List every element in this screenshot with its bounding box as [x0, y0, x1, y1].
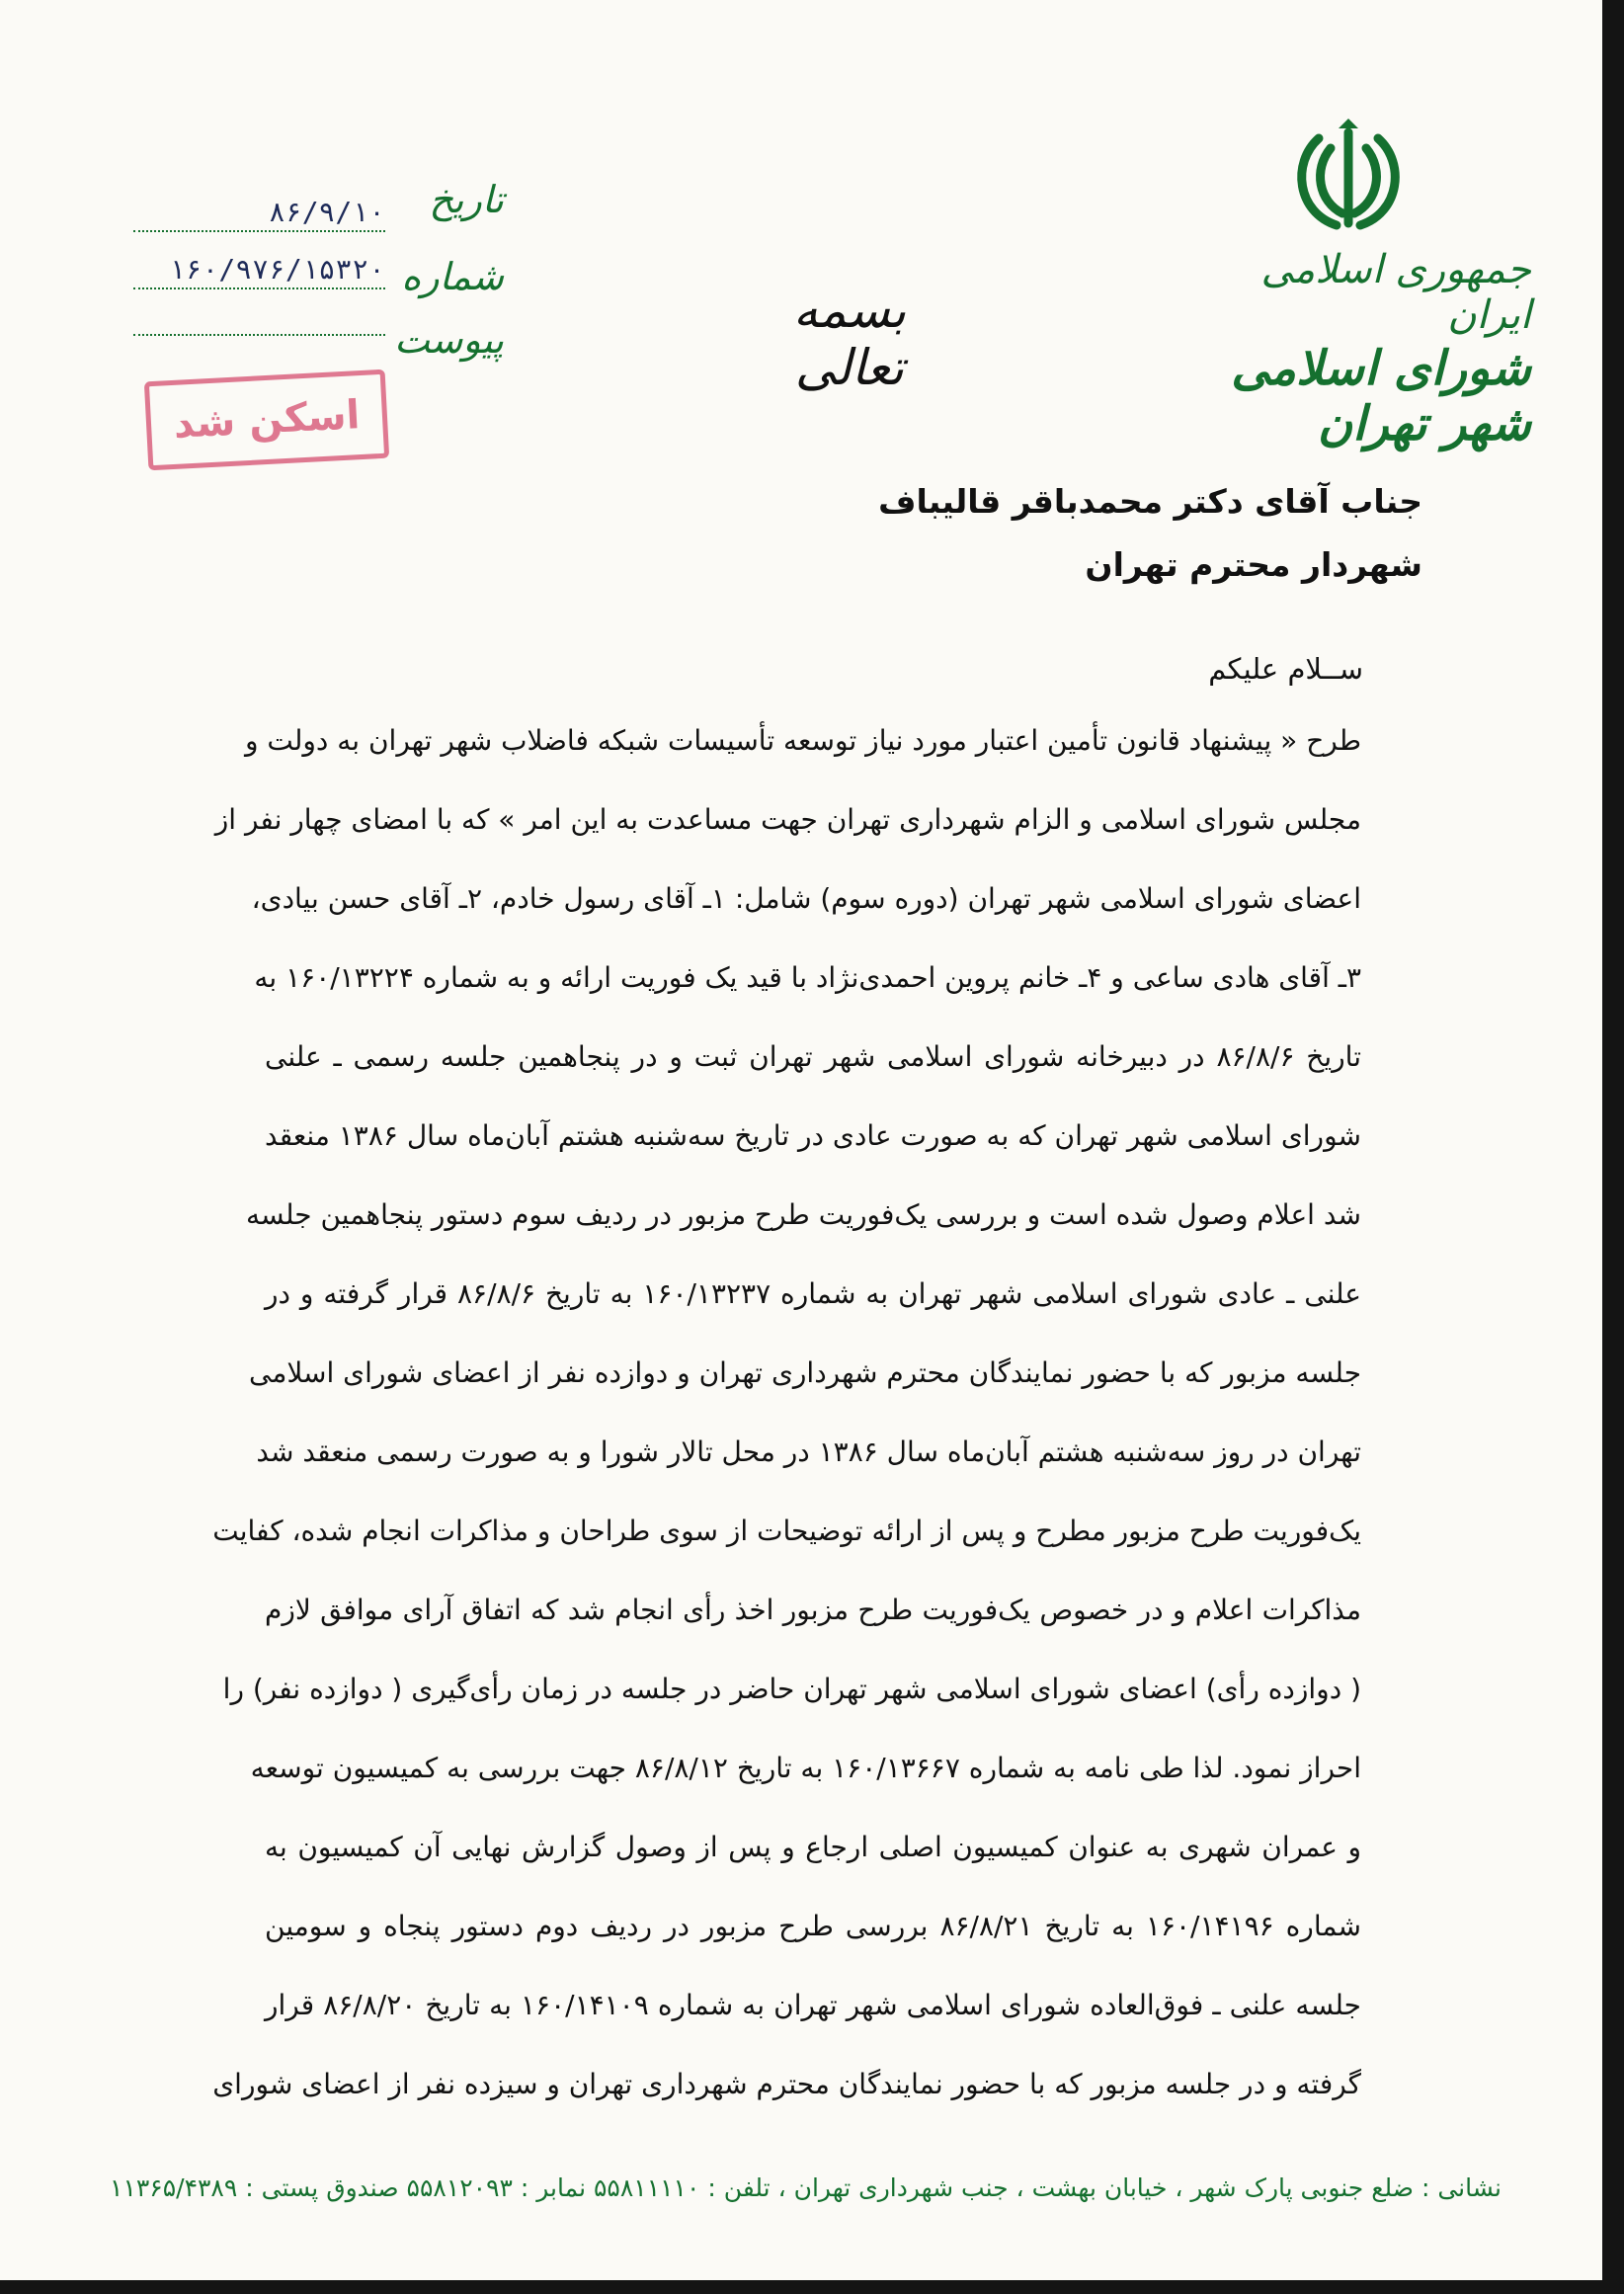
invocation: بسمه تعالی — [792, 282, 907, 396]
number-value: ۱۶۰/۹۷۶/۱۵۳۲۰ — [133, 253, 385, 289]
body-line: تهران در روز سه‌شنبه هشتم آبان‌ماه سال ۱۳۸۶ در محل تالار شورا و به صورت رسمی منعقد شد — [256, 1435, 1361, 1468]
iran-emblem-icon — [1289, 119, 1408, 237]
body-line: اعضای شورای اسلامی شهر تهران (دوره سوم) شامل: ۱ـ آقای رسول خادم، ۲ـ آقای حسن بیادی، — [251, 882, 1361, 915]
body-line: ( دوازده رأی) اعضای شورای اسلامی شهر تهران حاضر در جلسه در زمان رأی‌گیری ( دوازده نفر) را — [222, 1673, 1361, 1705]
attachment-value — [133, 334, 385, 336]
letterhead-council: شورای اسلامی شهر تهران — [1231, 341, 1531, 451]
body-line: مذاکرات اعلام و در خصوص یک‌فوریت طرح مزبور اخذ رأی انجام شد که اتفاق آرای موافق لازم — [265, 1594, 1361, 1626]
scan-edge-right — [1602, 0, 1624, 2294]
addressee-name: جناب آقای دکتر محمدباقر قالیباف — [878, 482, 1422, 521]
body-line: ۳ـ آقای هادی ساعی و ۴ـ خانم پروین احمدی‌نژاد با قید یک فوریت ارائه و به شماره ۱۶۰/۱۳۲۲۴ به — [254, 961, 1361, 994]
scanned-stamp: اسکن شد — [144, 369, 389, 471]
body-line: مجلس شورای اسلامی و الزام شهرداری تهران جهت مساعدت به این امر » که با امضای چهار نفر از — [214, 803, 1361, 836]
body-line: یک‌فوریت طرح مزبور مطرح و پس از ارائه توضیحات از سوی طراحان و مذاکرات انجام شده، کفایت — [212, 1515, 1361, 1547]
body-line: تاریخ ۸۶/۸/۶ در دبیرخانه شورای اسلامی شهر تهران ثبت و در پنجاهمین جلسه رسمی ـ علنی — [265, 1040, 1361, 1073]
body-line: شد اعلام وصول شده است و بررسی یک‌فوریت طرح مزبور در ردیف سوم دستور پنجاهمین جلسه — [245, 1198, 1361, 1231]
scan-edge-bottom — [0, 2280, 1624, 2294]
body-line: احراز نمود. لذا طی نامه به شماره ۱۶۰/۱۳۶۶۷ به تاریخ ۸۶/۸/۱۲ جهت بررسی به کمیسیون توسعه — [250, 1752, 1361, 1784]
body-line: جلسه مزبور که با حضور نمایندگان محترم شهرداری تهران و دوازده نفر از اعضای شورای اسلامی — [248, 1356, 1361, 1389]
addressee-title: شهردار محترم تهران — [1085, 545, 1422, 584]
body-line: و عمران شهری به عنوان کمیسیون اصلی ارجاع و پس از وصول گزارش نهایی آن کمیسیون به — [265, 1831, 1361, 1863]
body-line: جلسه علنی ـ فوق‌العاده شورای اسلامی شهر تهران به شماره ۱۶۰/۱۴۱۰۹ به تاریخ ۸۶/۸/۲۰ قرار — [265, 1989, 1361, 2021]
body-line: شورای اسلامی شهر تهران که به صورت عادی در تاریخ سه‌شنبه هشتم آبان‌ماه سال ۱۳۸۶ منعقد — [265, 1119, 1362, 1152]
greeting: ســلام علیکم — [1208, 652, 1363, 686]
body-line: گرفته و در جلسه مزبور که با حضور نمایندگان محترم شهرداری تهران و سیزده نفر از اعضای شورای — [212, 2068, 1361, 2100]
body-line: شماره ۱۶۰/۱۴۱۹۶ به تاریخ ۸۶/۸/۲۱ بررسی طرح مزبور در ردیف دوم دستور پنجاه و سومین — [265, 1910, 1362, 1942]
footer-address: نشانی : ضلع جنوبی پارک شهر ، خیابان بهشت ، جنب شهرداری تهران ، تلفن : ۵۵۸۱۱۱۱۰ نمابر : ۵۵۸۱۲۰۹۳ صندوق پستی : ۱۱۳۶۵/۴۳۸۹ — [110, 2173, 1502, 2202]
number-label: شماره — [401, 255, 504, 298]
letterhead-country: جمهوری اسلامی ایران — [1260, 247, 1531, 338]
date-value: ۸۶/۹/۱۰ — [133, 196, 385, 232]
body-line: طرح « پیشنهاد قانون تأمین اعتبار مورد نیاز توسعه تأسیسات شبکه فاضلاب شهر تهران به دولت و — [244, 724, 1361, 757]
date-label: تاریخ — [429, 178, 504, 221]
attachment-label: پیوست — [394, 318, 504, 362]
body-line: علنی ـ عادی شورای اسلامی شهر تهران به شماره ۱۶۰/۱۳۲۳۷ به تاریخ ۸۶/۸/۶ قرار گرفته و در — [265, 1277, 1362, 1310]
